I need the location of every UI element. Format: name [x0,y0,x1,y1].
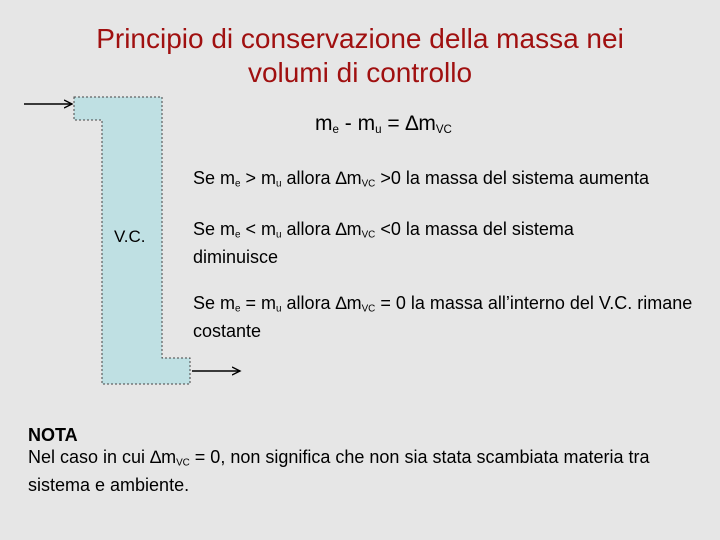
control-volume-label: V.C. [114,227,146,246]
statement-constant: Se $m_e = m_u$ allora $\Delta m_{VC} = 0$ la massa all’interno del V.C. rimane costante [193,293,693,342]
statement-increase: Se $m_e > m_u$ allora $\Delta m_{VC} >0$ la massa del sistema aumenta [193,168,649,190]
title-line-2: volumi di controllo [247,57,473,88]
title-line-1: Principio di conservazione della massa nei [96,23,624,54]
note-title: NOTA [28,425,78,445]
note-box [28,424,708,496]
statement-decrease: Se $m_e < m_u$ allora $\Delta m_{VC} <0$ la massa del sistema diminuisce [193,219,574,268]
mass-balance-equation: $m_e - m_u = \Delta m_{VC}$ [315,112,452,136]
note-text: Nel caso in cui $\Delta m_{VC} = 0$, non significa che non sia stata scambiata materia tra sistema e ambiente. [28,447,650,496]
